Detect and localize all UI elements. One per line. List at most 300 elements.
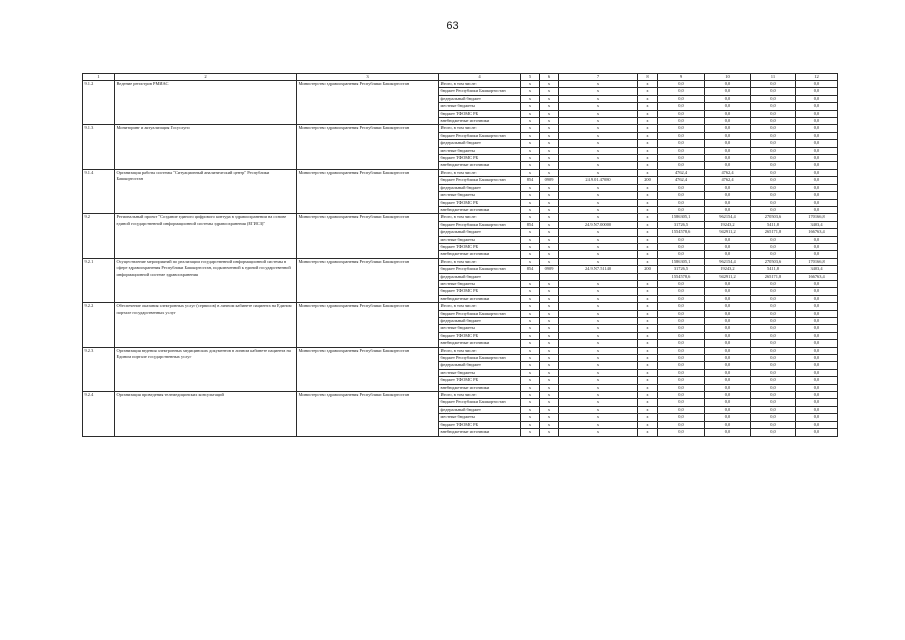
cell-c12: 0,0 (796, 310, 838, 317)
section-title: Мониторинг и актуализация Госуслуги (115, 125, 297, 169)
section-title: Ведение регистров РМИАС (115, 81, 297, 125)
cell-c9: 0,0 (658, 140, 705, 147)
funding-source: бюджет Республики Башкортостан (439, 310, 521, 317)
cell-c12: 0,0 (796, 318, 838, 325)
cell-c9: 0,0 (658, 429, 705, 436)
cell-c8: x (638, 199, 658, 206)
funding-source: внебюджетные источники (439, 206, 521, 213)
cell-c11: 0,0 (751, 118, 796, 125)
column-number: 10 (705, 74, 751, 81)
cell-c10: 0,0 (705, 81, 751, 88)
cell-c7: x (559, 125, 638, 132)
cell-c10: 0,0 (705, 110, 751, 117)
table-row (83, 125, 838, 132)
cell-c12: 166763,4 (796, 229, 838, 236)
cell-c7: x (559, 406, 638, 413)
cell-c9: 0,0 (658, 95, 705, 102)
cell-c6: x (540, 340, 559, 347)
cell-c11: 0,0 (751, 140, 796, 147)
cell-c8: x (638, 184, 658, 191)
cell-c11: 0,0 (751, 280, 796, 287)
cell-c8: x (638, 236, 658, 243)
cell-c8: x (638, 414, 658, 421)
cell-c9: 1586305,1 (658, 258, 705, 265)
cell-c7: x (559, 95, 638, 102)
cell-c10: 0,0 (705, 369, 751, 376)
cell-c5: x (521, 81, 540, 88)
cell-c5: x (521, 251, 540, 258)
funding-source: федеральный бюджет (439, 140, 521, 147)
cell-c7: x (559, 169, 638, 176)
cell-c11: 265171,8 (751, 273, 796, 280)
cell-c6: x (540, 214, 559, 221)
cell-c5: x (521, 384, 540, 391)
section-title: Организация проведения телемедицинских консультаций (115, 392, 297, 436)
cell-c10: 0,0 (705, 251, 751, 258)
cell-c6: x (540, 258, 559, 265)
cell-c7: x (559, 414, 638, 421)
funding-source: бюджет ТФОМС РБ (439, 155, 521, 162)
cell-c12: 0,0 (796, 377, 838, 384)
cell-c12: 0,0 (796, 103, 838, 110)
cell-c10: 0,0 (705, 392, 751, 399)
cell-c12: 0,0 (796, 384, 838, 391)
section-executor: Министерство здравоохранения Республики Башкортостан (297, 214, 439, 258)
cell-c6: x (540, 125, 559, 132)
cell-c12: 0,0 (796, 169, 838, 176)
cell-c12: 0,0 (796, 303, 838, 310)
cell-c8: x (638, 392, 658, 399)
cell-c5: x (521, 132, 540, 139)
cell-c7: x (559, 214, 638, 221)
cell-c12: 0,0 (796, 288, 838, 295)
cell-c11: 0,0 (751, 325, 796, 332)
cell-c12: 0,0 (796, 362, 838, 369)
cell-c8: x (638, 310, 658, 317)
cell-c9: 31726,5 (658, 221, 705, 228)
cell-c8: x (638, 140, 658, 147)
cell-c12: 0,0 (796, 392, 838, 399)
cell-c12: 0,0 (796, 132, 838, 139)
cell-c5: x (521, 118, 540, 125)
cell-c11: 0,0 (751, 318, 796, 325)
cell-c12: 0,0 (796, 177, 838, 184)
table-body (83, 74, 838, 437)
cell-c12: 0,0 (796, 406, 838, 413)
cell-c5: x (521, 303, 540, 310)
cell-c11: 0,0 (751, 429, 796, 436)
cell-c9: 0,0 (658, 184, 705, 191)
funding-source: федеральный бюджет (439, 184, 521, 191)
funding-source: федеральный бюджет (439, 273, 521, 280)
cell-c7: x (559, 88, 638, 95)
cell-c7: x (559, 110, 638, 117)
cell-c12: 0,0 (796, 81, 838, 88)
cell-c7: x (559, 429, 638, 436)
cell-c10: 0,0 (705, 192, 751, 199)
cell-c6: x (540, 295, 559, 302)
funding-source: федеральный бюджет (439, 362, 521, 369)
cell-c11: 0,0 (751, 88, 796, 95)
cell-c8: x (638, 81, 658, 88)
cell-c10: 962154,4 (705, 214, 751, 221)
cell-c6: x (540, 206, 559, 213)
funding-source: бюджет ТФОМС РБ (439, 377, 521, 384)
cell-c12: 0,0 (796, 251, 838, 258)
cell-c8: x (638, 258, 658, 265)
funding-source: бюджет Республики Башкортостан (439, 88, 521, 95)
cell-c11: 0,0 (751, 81, 796, 88)
cell-c5: x (521, 125, 540, 132)
cell-c10: 0,0 (705, 236, 751, 243)
funding-source: местные бюджеты (439, 147, 521, 154)
cell-c9: 4762,4 (658, 177, 705, 184)
cell-c7: x (559, 355, 638, 362)
cell-c7: x (559, 258, 638, 265)
cell-c9: 0,0 (658, 332, 705, 339)
cell-c9: 0,0 (658, 340, 705, 347)
cell-c9: 0,0 (658, 318, 705, 325)
cell-c9: 1554578,6 (658, 229, 705, 236)
column-number: 2 (115, 74, 297, 81)
section-code: 9.2.1 (83, 258, 115, 302)
table-row (83, 303, 838, 310)
cell-c5: x (521, 243, 540, 250)
cell-c9: 0,0 (658, 118, 705, 125)
column-number: 5 (521, 74, 540, 81)
cell-c7: x (559, 332, 638, 339)
section-code: 9.1.2 (83, 81, 115, 125)
cell-c6: x (540, 103, 559, 110)
cell-c9: 0,0 (658, 147, 705, 154)
funding-source: Итого, в том числе: (439, 214, 521, 221)
cell-c11: 0,0 (751, 184, 796, 191)
cell-c11: 0,0 (751, 384, 796, 391)
cell-c8: x (638, 325, 658, 332)
cell-c6: x (540, 384, 559, 391)
cell-c8: x (638, 214, 658, 221)
cell-c9: 1554578,6 (658, 273, 705, 280)
cell-c8: x (638, 288, 658, 295)
funding-source: федеральный бюджет (439, 318, 521, 325)
cell-c10: 0,0 (705, 318, 751, 325)
cell-c9: 0,0 (658, 347, 705, 354)
cell-c5: x (521, 340, 540, 347)
cell-c9: 0,0 (658, 295, 705, 302)
cell-c8: x (638, 95, 658, 102)
cell-c9: 0,0 (658, 369, 705, 376)
funding-source: бюджет ТФОМС РБ (439, 110, 521, 117)
cell-c11: 0,0 (751, 199, 796, 206)
cell-c7: x (559, 325, 638, 332)
cell-c5: x (521, 295, 540, 302)
cell-c9: 0,0 (658, 110, 705, 117)
cell-c11: 0,0 (751, 251, 796, 258)
cell-c6: x (540, 243, 559, 250)
section-executor: Министерство здравоохранения Республики Башкортостан (297, 303, 439, 347)
funding-source: бюджет ТФОМС РБ (439, 332, 521, 339)
cell-c11: 0,0 (751, 414, 796, 421)
cell-c12: 0,0 (796, 110, 838, 117)
cell-c8: x (638, 192, 658, 199)
funding-source: бюджет Республики Башкортостан (439, 355, 521, 362)
cell-c8: x (638, 421, 658, 428)
cell-c10: 0,0 (705, 332, 751, 339)
cell-c7: x (559, 318, 638, 325)
cell-c10: 962154,4 (705, 258, 751, 265)
cell-c10: 0,0 (705, 88, 751, 95)
cell-c7: x (559, 310, 638, 317)
cell-c7: x (559, 377, 638, 384)
table-row (83, 347, 838, 354)
budget-table (82, 73, 838, 437)
column-number: 11 (751, 74, 796, 81)
column-number: 7 (559, 74, 638, 81)
cell-c7: x (559, 103, 638, 110)
cell-c6: x (540, 221, 559, 228)
cell-c12: 0,0 (796, 355, 838, 362)
cell-c6: x (540, 162, 559, 169)
table-row (83, 81, 838, 88)
cell-c12: 0,0 (796, 184, 838, 191)
cell-c10: 0,0 (705, 310, 751, 317)
table-row (83, 214, 838, 221)
funding-source: федеральный бюджет (439, 406, 521, 413)
cell-c10: 0,0 (705, 125, 751, 132)
cell-c11: 0,0 (751, 125, 796, 132)
funding-source: бюджет Республики Башкортостан (439, 177, 521, 184)
cell-c9: 0,0 (658, 355, 705, 362)
cell-c11: 0,0 (751, 377, 796, 384)
cell-c10: 0,0 (705, 303, 751, 310)
cell-c9: 0,0 (658, 288, 705, 295)
cell-c8: x (638, 332, 658, 339)
cell-c7: x (559, 192, 638, 199)
cell-c10: 0,0 (705, 140, 751, 147)
cell-c12: 0,0 (796, 162, 838, 169)
cell-c8: x (638, 155, 658, 162)
column-number: 8 (638, 74, 658, 81)
cell-c8: x (638, 229, 658, 236)
cell-c5: x (521, 362, 540, 369)
cell-c6: x (540, 110, 559, 117)
cell-c9: 0,0 (658, 88, 705, 95)
cell-c6: x (540, 421, 559, 428)
cell-c10: 0,0 (705, 95, 751, 102)
cell-c5: x (521, 288, 540, 295)
cell-c10: 0,0 (705, 421, 751, 428)
funding-source: бюджет ТФОМС РБ (439, 421, 521, 428)
cell-c5: x (521, 406, 540, 413)
cell-c11: 0,0 (751, 369, 796, 376)
table-row (83, 392, 838, 399)
cell-c7: x (559, 399, 638, 406)
cell-c10: 942911,2 (705, 229, 751, 236)
cell-c12: 0,0 (796, 295, 838, 302)
cell-c9: 0,0 (658, 310, 705, 317)
cell-c11: 0,0 (751, 392, 796, 399)
cell-c8: x (638, 243, 658, 250)
cell-c9: 0,0 (658, 103, 705, 110)
cell-c8: 200 (638, 177, 658, 184)
cell-c5: x (521, 421, 540, 428)
cell-c8: x (638, 318, 658, 325)
cell-c7: x (559, 243, 638, 250)
cell-c6: x (540, 192, 559, 199)
cell-c8: x (638, 147, 658, 154)
column-number: 4 (439, 74, 521, 81)
section-code: 9.1.3 (83, 125, 115, 169)
cell-c9: 0,0 (658, 81, 705, 88)
cell-c6: x (540, 199, 559, 206)
cell-c12: 170166,8 (796, 214, 838, 221)
table-row (83, 258, 838, 265)
cell-c11: 0,0 (751, 103, 796, 110)
cell-c7: x (559, 280, 638, 287)
cell-c7 (559, 273, 638, 280)
cell-c7: x (559, 421, 638, 428)
cell-c7: x (559, 155, 638, 162)
cell-c6: x (540, 140, 559, 147)
section-executor: Министерство здравоохранения Республики Башкортостан (297, 125, 439, 169)
cell-c10: 0,0 (705, 288, 751, 295)
cell-c5: x (521, 199, 540, 206)
cell-c10: 19243,2 (705, 266, 751, 273)
section-title: Организация ведения электронных медицинских документов в личном кабинете пациента на Едином портале государственных услуг (115, 347, 297, 391)
funding-source: Итого, в том числе: (439, 258, 521, 265)
cell-c5: x (521, 147, 540, 154)
cell-c7: 24.9.N7.51140 (559, 266, 638, 273)
cell-c9: 0,0 (658, 251, 705, 258)
cell-c5: x (521, 206, 540, 213)
cell-c8: x (638, 280, 658, 287)
cell-c12: 166763,4 (796, 273, 838, 280)
funding-source: местные бюджеты (439, 236, 521, 243)
column-number-row (83, 74, 838, 81)
cell-c10: 0,0 (705, 155, 751, 162)
cell-c10: 0,0 (705, 162, 751, 169)
cell-c10: 0,0 (705, 384, 751, 391)
cell-c5: x (521, 88, 540, 95)
cell-c12: 170166,8 (796, 258, 838, 265)
cell-c6 (540, 273, 559, 280)
cell-c9: 0,0 (658, 206, 705, 213)
section-title: Региональный проект "Создание единого цифрового контура в здравоохранении на основе единой государственной информационной системы здравоохранения (ЕГИСЗ)" (115, 214, 297, 258)
cell-c12: 0,0 (796, 140, 838, 147)
cell-c11: 5411,8 (751, 221, 796, 228)
funding-source: Итого, в том числе: (439, 125, 521, 132)
cell-c10: 0,0 (705, 377, 751, 384)
cell-c5: x (521, 369, 540, 376)
cell-c9: 0,0 (658, 384, 705, 391)
cell-c7: x (559, 140, 638, 147)
cell-c6: x (540, 169, 559, 176)
cell-c5: x (521, 258, 540, 265)
cell-c7: x (559, 362, 638, 369)
funding-source: местные бюджеты (439, 325, 521, 332)
cell-c8: x (638, 88, 658, 95)
cell-c9: 0,0 (658, 280, 705, 287)
cell-c7: x (559, 162, 638, 169)
cell-c10: 4762,4 (705, 177, 751, 184)
cell-c10: 0,0 (705, 118, 751, 125)
funding-source: внебюджетные источники (439, 162, 521, 169)
cell-c12: 0,0 (796, 199, 838, 206)
cell-c8: x (638, 369, 658, 376)
cell-c9: 0,0 (658, 243, 705, 250)
column-number: 9 (658, 74, 705, 81)
funding-source: внебюджетные источники (439, 384, 521, 391)
funding-source: федеральный бюджет (439, 229, 521, 236)
cell-c5: x (521, 429, 540, 436)
funding-source: бюджет Республики Башкортостан (439, 221, 521, 228)
cell-c8: x (638, 295, 658, 302)
cell-c11: 0,0 (751, 162, 796, 169)
cell-c6: x (540, 236, 559, 243)
funding-source: Итого, в том числе: (439, 303, 521, 310)
cell-c12: 0,0 (796, 325, 838, 332)
cell-c12: 0,0 (796, 125, 838, 132)
cell-c6: x (540, 147, 559, 154)
section-code: 9.1.4 (83, 169, 115, 213)
section-title: Обеспечение оказания электронных услуг (сервисов) в личном кабинете пациента на Едином портале государственных услуг (115, 303, 297, 347)
funding-source: местные бюджеты (439, 369, 521, 376)
funding-source: Итого, в том числе: (439, 81, 521, 88)
cell-c11: 0,0 (751, 295, 796, 302)
cell-c9: 0,0 (658, 125, 705, 132)
cell-c11: 0,0 (751, 340, 796, 347)
cell-c8: x (638, 162, 658, 169)
cell-c12: 0,0 (796, 88, 838, 95)
cell-c10: 0,0 (705, 147, 751, 154)
funding-source: местные бюджеты (439, 103, 521, 110)
cell-c12: 0,0 (796, 421, 838, 428)
cell-c9: 0,0 (658, 414, 705, 421)
cell-c5: x (521, 229, 540, 236)
cell-c7: x (559, 384, 638, 391)
cell-c6: x (540, 229, 559, 236)
cell-c5: x (521, 103, 540, 110)
cell-c12: 0,0 (796, 369, 838, 376)
cell-c5: x (521, 347, 540, 354)
cell-c9: 0,0 (658, 132, 705, 139)
cell-c12: 3403,4 (796, 266, 838, 273)
cell-c11: 0,0 (751, 421, 796, 428)
cell-c12: 0,0 (796, 147, 838, 154)
cell-c7: x (559, 147, 638, 154)
funding-source: бюджет ТФОМС РБ (439, 288, 521, 295)
section-executor: Министерство здравоохранения Республики Башкортостан (297, 258, 439, 302)
cell-c8: x (638, 347, 658, 354)
cell-c10: 0,0 (705, 414, 751, 421)
cell-c5: 854 (521, 221, 540, 228)
cell-c9: 31726,5 (658, 266, 705, 273)
cell-c9: 0,0 (658, 236, 705, 243)
cell-c10: 0,0 (705, 399, 751, 406)
column-number: 3 (297, 74, 439, 81)
cell-c6: x (540, 288, 559, 295)
cell-c8: x (638, 206, 658, 213)
funding-source: внебюджетные источники (439, 251, 521, 258)
cell-c12: 0,0 (796, 429, 838, 436)
funding-source: Итого, в том числе: (439, 392, 521, 399)
cell-c10: 0,0 (705, 199, 751, 206)
cell-c10: 0,0 (705, 325, 751, 332)
cell-c12: 0,0 (796, 95, 838, 102)
cell-c6: 0909 (540, 177, 559, 184)
cell-c12: 0,0 (796, 206, 838, 213)
cell-c7: x (559, 132, 638, 139)
